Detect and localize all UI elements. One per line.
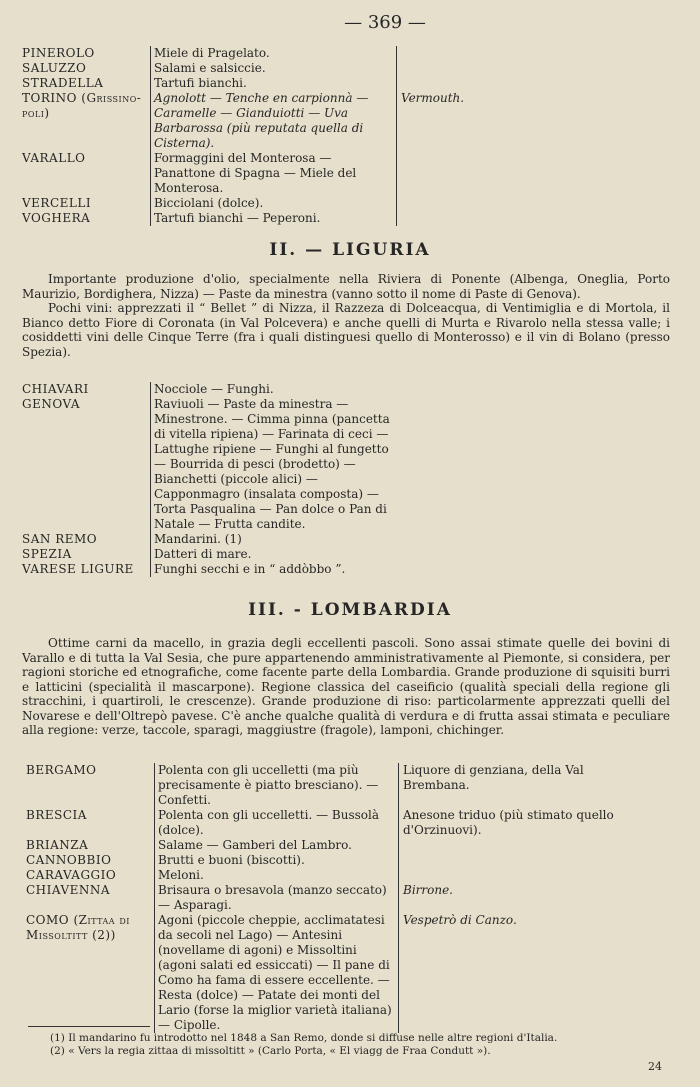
food-cell: Brutti e buoni (biscotti). — [154, 853, 398, 868]
food-cell: Tartufi bianchi. — [150, 76, 396, 91]
table-row — [22, 547, 394, 562]
city-cell: SPEZIA — [22, 547, 72, 561]
city-cell: CARAVAGGIO — [26, 868, 117, 882]
table-row — [26, 868, 641, 883]
city-cell: TORINO (Grissino-poli) — [22, 91, 142, 120]
city-cell: CHIAVARI — [22, 382, 89, 396]
food-cell: Polenta con gli uccelletti. — Bussolà (dolce). — [154, 808, 398, 838]
city-cell: VOGHERA — [22, 211, 91, 225]
table-row — [22, 196, 481, 211]
table-row — [22, 211, 481, 226]
wine-cell: Liquore di genziana, della Val Brembana. — [398, 763, 641, 808]
table-row — [22, 382, 394, 397]
footnote-2: (2) « Vers la regia zittaa di missoltitt » (Carlo Porta, « El viagg de Fraa Condutt »). — [50, 1045, 491, 1057]
table-row — [26, 808, 641, 838]
city-cell: GENOVA — [22, 397, 80, 411]
wine-cell: Vermouth. — [396, 91, 481, 151]
footnote-rule — [28, 1026, 150, 1027]
food-cell: Formaggini del Monterosa — Panattone di Spagna — Miele del Monterosa. — [150, 151, 396, 196]
wine-cell — [396, 46, 481, 61]
wine-cell — [396, 151, 481, 196]
page-number: — 369 — — [344, 12, 426, 33]
food-cell: Tartufi bianchi — Peperoni. — [150, 211, 396, 226]
lombardia-intro — [22, 636, 670, 738]
city-cell: VARESE LIGURE — [22, 562, 134, 576]
city-cell: BRIANZA — [26, 838, 89, 852]
food-cell: Nocciole — Funghi. — [150, 382, 394, 397]
food-cell: Polenta con gli uccelletti (ma più precisamente è piatto bresciano). — Confetti. — [154, 763, 398, 808]
food-cell: Meloni. — [154, 868, 398, 883]
food-cell: Brisaura o bresavola (manzo seccato) — Asparagi. — [154, 883, 398, 913]
city-cell: VERCELLI — [22, 196, 92, 210]
city-cell: CHIAVENNA — [26, 883, 111, 897]
food-cell: Bicciolani (dolce). — [150, 196, 396, 211]
piemonte-table — [22, 46, 481, 226]
section-heading-liguria: II. — LIGURIA — [269, 240, 431, 260]
food-cell: Salami e salsiccie. — [150, 61, 396, 76]
food-cell: Salame — Gamberi del Lambro. — [154, 838, 398, 853]
lombardia-table — [26, 763, 641, 1033]
paragraph: Pochi vini: apprezzati il “ Bellet ” di Nizza, il Razzeza di Dolceacqua, di Ventimiglia e di Mortola, il Bianco detto Fiore di Coronata (in Val Polcevera) e anche quelli di Murta e Rivarolo nella stessa valle; i cosiddetti vini delle Cinque Terre (fra i quali distinguesi quello di Monterosso) e il vin di Bolano (presso Spezia). — [22, 301, 670, 359]
table-row — [26, 883, 641, 913]
food-cell: Mandarini. (1) — [150, 532, 394, 547]
wine-cell: Vespetrò di Canzo. — [398, 913, 641, 1033]
food-cell: Funghi secchi e in “ addòbbo ”. — [150, 562, 394, 577]
city-cell: COMO (Zittaa di Missoltitt (2)) — [26, 913, 130, 942]
table-row — [22, 91, 481, 151]
table-row — [26, 853, 641, 868]
city-cell: SALUZZO — [22, 61, 87, 75]
liguria-table — [22, 382, 394, 577]
wine-cell — [396, 61, 481, 76]
wine-cell — [396, 76, 481, 91]
table-row — [26, 763, 641, 808]
table-row — [26, 913, 641, 1033]
table-row — [26, 838, 641, 853]
footnotes — [50, 1032, 650, 1058]
wine-cell — [396, 196, 481, 211]
city-cell: STRADELLA — [22, 76, 104, 90]
paragraph: Ottime carni da macello, in grazia degli eccellenti pascoli. Sono assai stimate quelle dei bovini di Varallo e di tutta la Val Sesia, che pure appartenendo amministrativamente al Piemonte, si considera, per ragioni storiche ed etnografiche, come facente parte della Lombardia. Grande produzione di squisiti burri e latticini (specialità il mascarpone). Regione classica del caseificio (qualità speciali della regione gli stracchini, i quartiroli, le crescenze). Grande produzione di riso: particolarmente apprezzati quelli del Novarese e dell'Oltrepò pavese. C'è anche qualche qualità di verdura e di frutta assai stimata e peculiare alla regione: verze, taccole, sparagi, maggiustre (fragole), lamponi, chichinger. — [22, 636, 670, 737]
city-cell: VARALLO — [22, 151, 86, 165]
city-cell: BERGAMO — [26, 763, 97, 777]
food-cell: Agnolott — Tenche en carpionnà — Caramelle — Gianduiotti — Uva Barbarossa (più reputata quella di Cisterna). — [150, 91, 396, 151]
city-cell: BRESCIA — [26, 808, 87, 822]
table-row — [22, 46, 481, 61]
food-cell: Agoni (piccole cheppie, acclimatatesi da secoli nel Lago) — Antesini (novellame di agoni) e Missoltini (agoni salati ed essiccati) — Il pane di Como ha fama di essere eccellente. — Resta (dolce) — Patate dei monti del Lario (forse la miglior varietà italiana) — Cipolle. — [154, 913, 398, 1033]
liguria-intro — [22, 272, 670, 359]
table-row — [22, 562, 394, 577]
signature-mark: 24 — [648, 1060, 662, 1073]
food-cell: Raviuoli — Paste da minestra — Minestrone. — Cimma pinna (pancetta di vitella ripiena) — Farinata di ceci — Lattughe ripiene — Funghi al fungetto — Bourrida di pesci (brodetto) — Bianchetti (piccole alici) — Capponmagro (insalata composta) — Torta Pasqualina — Pan dolce o Pan di Natale — Frutta candite. — [150, 397, 394, 532]
wine-cell: Birrone. — [398, 883, 641, 913]
wine-cell — [398, 853, 641, 868]
wine-cell — [398, 838, 641, 853]
table-row — [22, 61, 481, 76]
table-row — [22, 151, 481, 196]
food-cell: Datteri di mare. — [150, 547, 394, 562]
wine-cell — [396, 211, 481, 226]
city-cell: PINEROLO — [22, 46, 95, 60]
city-cell: CANNOBBIO — [26, 853, 112, 867]
paragraph: Importante produzione d'olio, specialmente nella Riviera di Ponente (Albenga, Oneglia, Porto Maurizio, Bordighera, Nizza) — Paste da minestra (vanno sotto il nome di Paste di Genova). — [22, 272, 670, 301]
section-heading-lombardia: III. - LOMBARDIA — [248, 600, 452, 620]
city-cell: SAN REMO — [22, 532, 98, 546]
wine-cell: Anesone triduo (più stimato quello d'Orzinuovi). — [398, 808, 641, 838]
food-cell: Miele di Pragelato. — [150, 46, 396, 61]
wine-cell — [398, 868, 641, 883]
table-row — [22, 397, 394, 532]
footnote-1: (1) Il mandarino fu introdotto nel 1848 a San Remo, donde si diffuse nelle altre regioni d'Italia. — [50, 1032, 558, 1044]
table-row — [22, 76, 481, 91]
table-row — [22, 532, 394, 547]
